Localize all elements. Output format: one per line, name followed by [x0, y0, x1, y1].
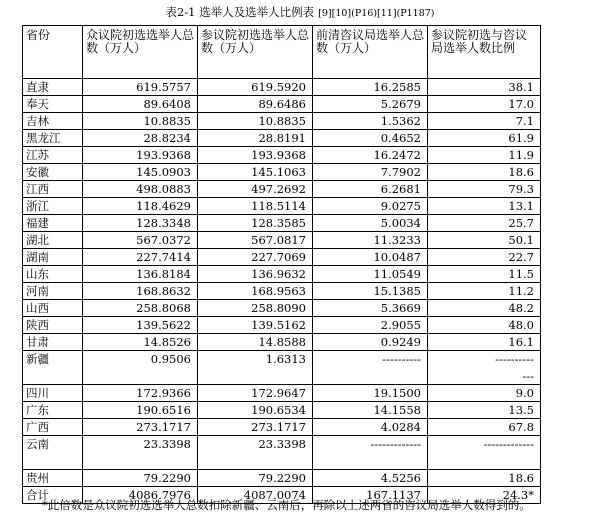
cell-senate-electors-text: 227.7069: [251, 250, 306, 264]
cell-province: [23, 232, 83, 249]
cell-ratio: [428, 470, 541, 487]
cell-assembly-electors: [313, 113, 428, 130]
cell-province-text: 山西: [26, 301, 49, 315]
cell-province: [23, 385, 83, 402]
cell-ratio-text: 18.6: [508, 165, 534, 179]
table-row: [23, 113, 541, 130]
cell-province-text: 江苏: [26, 148, 49, 162]
cell-senate-electors: [198, 317, 313, 334]
cell-province-text: 四川: [26, 386, 49, 400]
cell-senate-electors-text: 118.5114: [251, 199, 306, 213]
cell-assembly-electors: [313, 402, 428, 419]
cell-province: [23, 181, 83, 198]
table-caption: [0, 5, 600, 21]
cell-assembly-electors: [313, 249, 428, 266]
cell-assembly-electors-text: 5.0034: [380, 216, 421, 230]
cell-senate-electors: [198, 300, 313, 317]
cell-house-electors-text: 28.8234: [143, 131, 191, 145]
cell-province: [23, 215, 83, 232]
cell-senate-electors-text: 168.9563: [251, 284, 306, 298]
cell-assembly-electors-text: 16.2472: [373, 148, 421, 162]
cell-province: [23, 164, 83, 181]
cell-assembly-electors: [313, 436, 428, 470]
cell-province: [23, 351, 83, 385]
cell-province-text: 安徽: [26, 165, 49, 179]
cell-assembly-electors-text: 0.4652: [380, 131, 421, 145]
cell-assembly-electors: [313, 130, 428, 147]
cell-senate-electors-text: 23.3398: [258, 437, 306, 451]
cell-ratio: [428, 198, 541, 215]
cell-province-text: 河南: [26, 284, 49, 298]
cell-ratio: [428, 266, 541, 283]
cell-province-text: 甘肃: [26, 335, 49, 349]
cell-assembly-electors-text: 10.0487: [373, 250, 421, 264]
cell-province-text: 广东: [26, 403, 49, 417]
cell-senate-electors: [198, 130, 313, 147]
cell-ratio-text: ----------: [495, 352, 534, 366]
cell-senate-electors: [198, 385, 313, 402]
cell-house-electors-text: 145.0903: [136, 165, 191, 179]
cell-house-electors: [83, 351, 198, 385]
cell-house-electors: [83, 215, 198, 232]
cell-ratio-text: 22.7: [508, 250, 534, 264]
cell-senate-electors: [198, 283, 313, 300]
cell-ratio-text: 67.8: [508, 420, 534, 434]
cell-province: [23, 130, 83, 147]
cell-senate-electors-text: 79.2290: [258, 471, 306, 485]
cell-assembly-electors: [313, 181, 428, 198]
cell-senate-electors-text: 10.8835: [258, 114, 306, 128]
cell-province: [23, 283, 83, 300]
cell-assembly-electors-text: -------------: [370, 437, 421, 451]
cell-house-electors-text: 567.0372: [136, 233, 191, 247]
cell-senate-electors: [198, 147, 313, 164]
cell-ratio: [428, 147, 541, 164]
cell-house-electors-text: 79.2290: [143, 471, 191, 485]
cell-ratio-text: 48.2: [508, 301, 534, 315]
cell-senate-electors: [198, 232, 313, 249]
cell-house-electors: [83, 130, 198, 147]
cell-assembly-electors: [313, 334, 428, 351]
cell-senate-electors-text: 145.1063: [251, 165, 306, 179]
cell-ratio-text: 79.3: [508, 182, 534, 196]
table-row: [23, 334, 541, 351]
cell-assembly-electors-text: 167.1137: [366, 488, 421, 502]
cell-ratio-text: 7.1: [515, 114, 534, 128]
cell-ratio: [428, 96, 541, 113]
cell-ratio: [428, 385, 541, 402]
cell-assembly-electors-text: 16.2585: [373, 80, 421, 94]
cell-house-electors: [83, 402, 198, 419]
cell-senate-electors-text: 136.9632: [251, 267, 306, 281]
cell-senate-electors: [198, 402, 313, 419]
cell-province-text: 江西: [26, 182, 49, 196]
cell-ratio-text: 16.1: [508, 335, 534, 349]
cell-assembly-electors: [313, 232, 428, 249]
cell-ratio: [428, 317, 541, 334]
cell-house-electors-text: 128.3348: [136, 216, 191, 230]
cell-house-electors: [83, 317, 198, 334]
cell-province-text: 直隶: [26, 80, 49, 94]
cell-assembly-electors: [313, 147, 428, 164]
cell-senate-electors-text: 619.5920: [251, 80, 306, 94]
cell-senate-electors: [198, 181, 313, 198]
cell-province-text: 广西: [26, 420, 49, 434]
cell-province: [23, 317, 83, 334]
cell-ratio: [428, 300, 541, 317]
cell-ratio-text: 61.9: [508, 131, 534, 145]
cell-ratio-text: 24.3*: [502, 488, 534, 502]
cell-assembly-electors-text: 4.0284: [380, 420, 421, 434]
cell-house-electors: [83, 232, 198, 249]
cell-province-text: 云南: [26, 437, 49, 451]
cell-assembly-electors: [313, 419, 428, 436]
table-row: [23, 164, 541, 181]
header-house-electors: 众议院初选选举人总数（万人）: [83, 26, 198, 79]
cell-province-text: 福建: [26, 216, 49, 230]
cell-assembly-electors-text: 5.2679: [380, 97, 421, 111]
cell-senate-electors: [198, 419, 313, 436]
cell-senate-electors-text: 567.0817: [251, 233, 306, 247]
cell-assembly-electors: [313, 300, 428, 317]
cell-assembly-electors: [313, 198, 428, 215]
footnote: *此倍数是众议院初选选举人总数扣除新疆、云南后，再除以上述两省的咨议局选举人数得到的。: [42, 498, 531, 512]
cell-assembly-electors: [313, 96, 428, 113]
cell-assembly-electors: [313, 317, 428, 334]
cell-province: [23, 249, 83, 266]
cell-ratio-text: -------------: [483, 437, 534, 451]
cell-house-electors: [83, 470, 198, 487]
cell-assembly-electors: [313, 470, 428, 487]
cell-senate-electors: [198, 96, 313, 113]
cell-house-electors-text: 193.9368: [136, 148, 191, 162]
cell-ratio: [428, 164, 541, 181]
cell-senate-electors-text: 497.2692: [251, 182, 306, 196]
cell-house-electors-text: 172.9366: [136, 386, 191, 400]
cell-province-text: 山东: [26, 267, 49, 281]
cell-assembly-electors-text: 5.3669: [380, 301, 421, 315]
cell-ratio: [428, 113, 541, 130]
table-title: 表2-1 选举人及选举人比例表: [165, 5, 315, 19]
cell-ratio: [428, 181, 541, 198]
cell-senate-electors-text: 4087.0074: [243, 488, 306, 502]
cell-ratio-text: 11.2: [508, 284, 534, 298]
cell-house-electors: [83, 198, 198, 215]
cell-assembly-electors-text: 6.2681: [380, 182, 421, 196]
election-table: [22, 25, 541, 504]
table-row: [23, 470, 541, 487]
table-row: [23, 79, 541, 96]
cell-assembly-electors: [313, 215, 428, 232]
header-ratio: 参议院初选与咨议局选举人数比例: [428, 26, 541, 79]
cell-ratio-text: 50.1: [508, 233, 534, 247]
cell-house-electors: [83, 249, 198, 266]
cell-ratio-text: 11.9: [508, 148, 534, 162]
cell-house-electors-text: 273.1717: [136, 420, 191, 434]
cell-house-electors: [83, 113, 198, 130]
cell-province-text: 合计: [26, 488, 49, 502]
cell-senate-electors: [198, 334, 313, 351]
cell-senate-electors: [198, 164, 313, 181]
table-row: [23, 385, 541, 402]
table-row: [23, 402, 541, 419]
cell-senate-electors: [198, 79, 313, 96]
cell-senate-electors-text: 14.8588: [258, 335, 306, 349]
table-header-row: [23, 26, 541, 79]
cell-province: [23, 402, 83, 419]
cell-ratio-text: 17.0: [508, 97, 534, 111]
cell-assembly-electors: [313, 79, 428, 96]
cell-house-electors-text: 498.0883: [136, 182, 191, 196]
cell-senate-electors-text: 172.9647: [251, 386, 306, 400]
cell-assembly-electors-text: 19.1500: [373, 386, 421, 400]
cell-senate-electors-text: 139.5162: [251, 318, 306, 332]
cell-province: [23, 79, 83, 96]
cell-house-electors-text: 136.8184: [136, 267, 191, 281]
cell-ratio: [428, 283, 541, 300]
cell-province: [23, 147, 83, 164]
cell-province-text: 陕西: [26, 318, 49, 332]
cell-ratio: [428, 79, 541, 96]
table-row: [23, 96, 541, 113]
cell-ratio-text: 13.1: [508, 199, 534, 213]
cell-province-text: 吉林: [26, 114, 49, 128]
cell-province-text: 奉天: [26, 97, 49, 111]
cell-house-electors: [83, 164, 198, 181]
table-row: [23, 317, 541, 334]
cell-house-electors: [83, 385, 198, 402]
table-row: [23, 436, 541, 470]
cell-house-electors: [83, 96, 198, 113]
cell-assembly-electors: [313, 351, 428, 385]
cell-ratio-text: 11.5: [508, 267, 534, 281]
cell-assembly-electors: [313, 266, 428, 283]
cell-assembly-electors-text: 2.9055: [380, 318, 421, 332]
cell-senate-electors: [198, 266, 313, 283]
cell-house-electors-text: 168.8632: [136, 284, 191, 298]
cell-senate-electors-text: 273.1717: [251, 420, 306, 434]
table-body: [23, 79, 541, 504]
table-row: [23, 181, 541, 198]
table-row: [23, 147, 541, 164]
table-row: [23, 283, 541, 300]
cell-assembly-electors-text: 7.7902: [380, 165, 421, 179]
cell-ratio: [428, 419, 541, 436]
cell-ratio: [428, 215, 541, 232]
cell-ratio: [428, 232, 541, 249]
cell-ratio-text: 48.0: [508, 318, 534, 332]
table-row: [23, 351, 541, 385]
cell-assembly-electors-text: 4.5256: [380, 471, 421, 485]
cell-ratio: [428, 351, 541, 385]
table-row: [23, 232, 541, 249]
cell-house-electors: [83, 436, 198, 470]
cell-province: [23, 470, 83, 487]
cell-assembly-electors-text: 15.1385: [373, 284, 421, 298]
cell-senate-electors: [198, 436, 313, 470]
cell-house-electors-text: 4086.7976: [128, 488, 191, 502]
cell-ratio: [428, 436, 541, 470]
cell-province-text: 浙江: [26, 199, 49, 213]
table-references: [9][10](P16)[11](P1187): [318, 8, 435, 19]
cell-province: [23, 113, 83, 130]
cell-province-text: 贵州: [26, 471, 49, 485]
cell-province: [23, 436, 83, 470]
cell-house-electors: [83, 147, 198, 164]
table-row: [23, 130, 541, 147]
cell-senate-electors: [198, 470, 313, 487]
cell-senate-electors-text: 28.8191: [258, 131, 306, 145]
cell-house-electors: [83, 419, 198, 436]
cell-assembly-electors-text: 14.1558: [373, 403, 421, 417]
cell-house-electors-text: 619.5757: [136, 80, 191, 94]
cell-house-electors-text: 190.6516: [136, 403, 191, 417]
cell-assembly-electors: [313, 164, 428, 181]
cell-assembly-electors: [313, 385, 428, 402]
cell-ratio: [428, 402, 541, 419]
cell-house-electors: [83, 181, 198, 198]
cell-province-text: 黑龙江: [26, 131, 61, 145]
cell-house-electors-text: 89.6408: [143, 97, 191, 111]
cell-province: [23, 198, 83, 215]
cell-house-electors: [83, 334, 198, 351]
cell-assembly-electors-text: 0.9249: [380, 335, 421, 349]
cell-senate-electors: [198, 249, 313, 266]
cell-senate-electors-text: 258.8090: [251, 301, 306, 315]
cell-province: [23, 266, 83, 283]
cell-house-electors-text: 14.8526: [143, 335, 191, 349]
cell-senate-electors-text: 190.6534: [251, 403, 306, 417]
cell-house-electors-text: 0.9506: [150, 352, 191, 366]
cell-assembly-electors: [313, 283, 428, 300]
cell-assembly-electors-text: 1.5362: [380, 114, 421, 128]
cell-house-electors-text: 118.4629: [136, 199, 191, 213]
cell-province: [23, 419, 83, 436]
cell-province: [23, 334, 83, 351]
cell-province: [23, 96, 83, 113]
cell-house-electors: [83, 79, 198, 96]
table-row: [23, 419, 541, 436]
cell-assembly-electors-text: 11.3233: [373, 233, 421, 247]
table-row: [23, 215, 541, 232]
cell-assembly-electors-text: 9.0275: [380, 199, 421, 213]
cell-ratio-text: 38.1: [508, 80, 534, 94]
cell-senate-electors-text: 1.6313: [265, 352, 306, 366]
cell-province-text: 新疆: [26, 352, 49, 366]
cell-house-electors: [83, 266, 198, 283]
cell-ratio-text: 9.0: [515, 386, 534, 400]
cell-house-electors: [83, 300, 198, 317]
cell-ratio-text: 25.7: [508, 216, 534, 230]
header-assembly-electors: 前清咨议局选举人总数（万人）: [313, 26, 428, 79]
cell-house-electors: [83, 283, 198, 300]
cell-senate-electors: [198, 113, 313, 130]
cell-province-text: 湖北: [26, 233, 49, 247]
table-row: [23, 198, 541, 215]
cell-senate-electors: [198, 351, 313, 385]
cell-ratio: [428, 130, 541, 147]
header-province: 省份: [23, 26, 83, 79]
cell-assembly-electors-text: ----------: [382, 352, 421, 366]
cell-senate-electors-text: 128.3585: [251, 216, 306, 230]
cell-ratio: [428, 249, 541, 266]
cell-ratio-text: 18.6: [508, 471, 534, 485]
cell-province: [23, 300, 83, 317]
table-row: [23, 300, 541, 317]
cell-house-electors-text: 23.3398: [143, 437, 191, 451]
cell-house-electors-text: 227.7414: [136, 250, 191, 264]
cell-ratio-continued: ---: [522, 369, 534, 383]
cell-assembly-electors-text: 11.0549: [373, 267, 421, 281]
cell-house-electors-text: 258.8068: [136, 301, 191, 315]
cell-senate-electors: [198, 215, 313, 232]
cell-senate-electors: [198, 198, 313, 215]
cell-house-electors-text: 139.5622: [136, 318, 191, 332]
header-senate-electors: 参议院初选选举人总数（万人）: [198, 26, 313, 79]
cell-province-text: 湖南: [26, 250, 49, 264]
table-row: [23, 249, 541, 266]
table-row: [23, 266, 541, 283]
cell-senate-electors-text: 193.9368: [251, 148, 306, 162]
cell-house-electors-text: 10.8835: [143, 114, 191, 128]
cell-senate-electors-text: 89.6486: [258, 97, 306, 111]
cell-ratio: [428, 334, 541, 351]
cell-ratio-text: 13.5: [508, 403, 534, 417]
